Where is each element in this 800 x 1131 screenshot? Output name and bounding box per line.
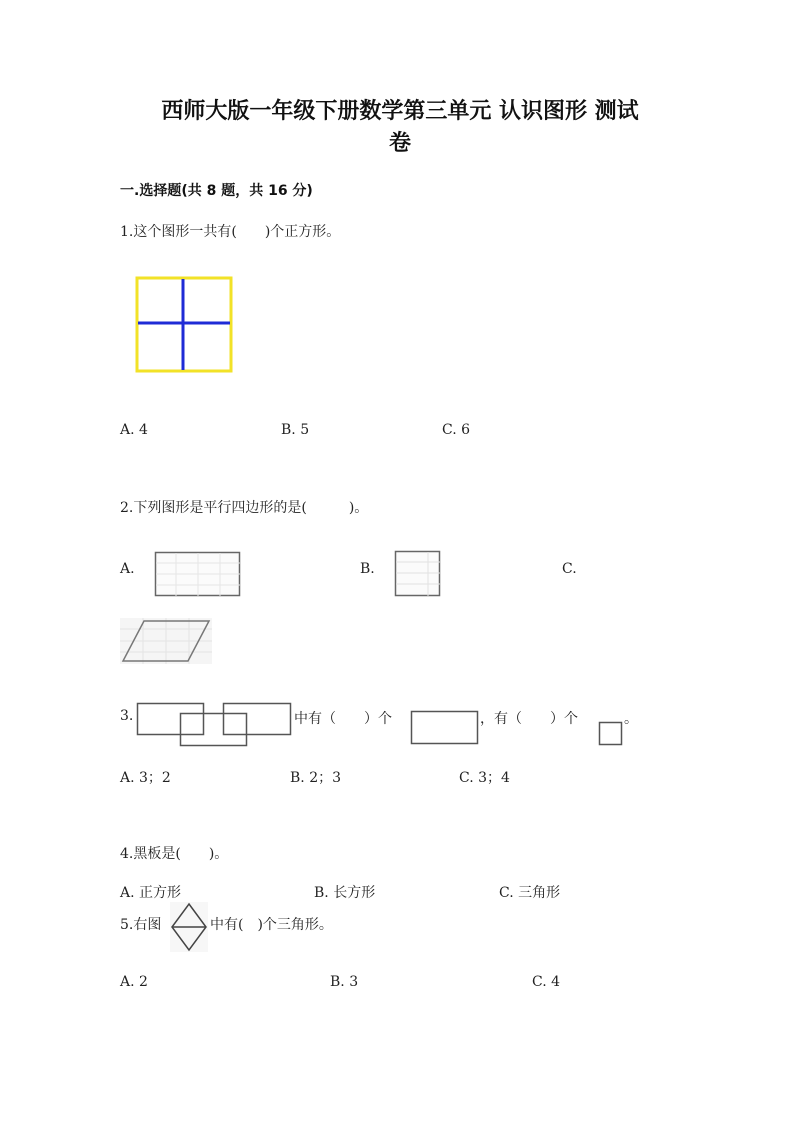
q4-option-b[interactable]: B. 长方形 <box>314 885 376 901</box>
q1-option-c[interactable]: C. 6 <box>442 422 471 438</box>
q5-text-suffix: 中有( )个三角形。 <box>210 917 333 933</box>
q5-text-prefix: 5.右图 <box>120 917 162 933</box>
q3-text-end: 。 <box>624 711 638 727</box>
q3-option-c[interactable]: C. 3；4 <box>459 770 510 786</box>
page-title: 西师大版一年级下册数学第三单元 认识图形 测试 <box>161 99 639 124</box>
q2-option-a[interactable]: A. <box>120 561 135 577</box>
q3-number: 3. <box>120 708 134 724</box>
q2-option-c[interactable]: C. <box>562 561 577 577</box>
question-2-text: 2.下列图形是平行四边形的是( )。 <box>120 500 369 516</box>
q4-option-c[interactable]: C. 三角形 <box>499 885 561 901</box>
section-heading: 一.选择题(共 8 题，共 16 分) <box>120 183 313 199</box>
q5-option-a[interactable]: A. 2 <box>120 974 148 990</box>
q2-parallelogram-shape <box>120 618 212 664</box>
q2-square-shape <box>394 550 442 598</box>
q3-rectangle-figure <box>410 710 480 746</box>
q3-text-middle-1: 中有（ ）个 <box>294 711 392 727</box>
q5-rhombus-figure <box>170 902 208 952</box>
q2-option-b[interactable]: B. <box>360 561 375 577</box>
page-title-continued: 卷 <box>388 131 411 156</box>
q3-square-figure <box>598 721 624 747</box>
question-4-text: 4.黑板是( )。 <box>120 846 229 862</box>
question-1-text: 1.这个图形一共有( )个正方形。 <box>120 224 341 240</box>
q1-square-figure <box>135 276 233 373</box>
q4-option-a[interactable]: A. 正方形 <box>120 885 182 901</box>
q5-option-b[interactable]: B. 3 <box>330 974 359 990</box>
q3-option-a[interactable]: A. 3；2 <box>120 770 171 786</box>
q1-option-b[interactable]: B. 5 <box>281 422 310 438</box>
q3-overlapping-rectangles-figure <box>136 702 294 748</box>
q3-option-b[interactable]: B. 2；3 <box>290 770 342 786</box>
q2-rectangle-shape <box>154 551 242 598</box>
q3-text-middle-2: ，有（ ）个 <box>480 711 578 727</box>
q5-option-c[interactable]: C. 4 <box>532 974 561 990</box>
q1-option-a[interactable]: A. 4 <box>120 422 148 438</box>
